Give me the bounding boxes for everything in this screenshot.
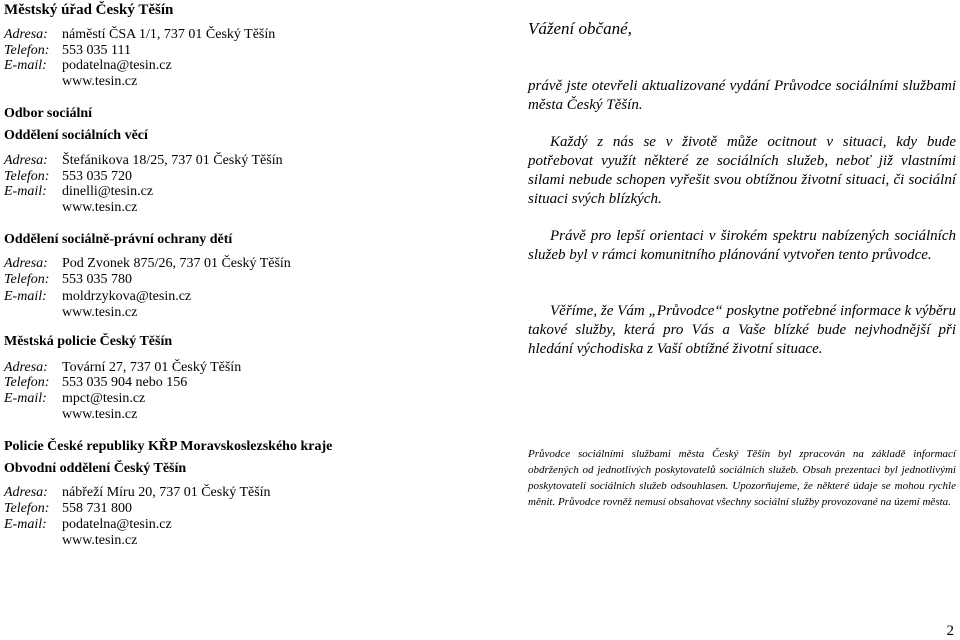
office-address-row [4,27,275,43]
police2-web-row [4,533,137,549]
police1-web-row [4,407,137,423]
phone-label: Telefon: [4,272,50,287]
dept2-title: Oddělení sociálně-právní ochrany dětí [4,232,233,247]
dept1-address: Štefánikova 18/25, 737 01 Český Těšín [62,153,283,168]
office-web-row [4,74,137,90]
intro-paragraph-3: Právě pro lepší orientaci v širokém spektru nabízených sociálních služeb byl v rámci komunitního plánování vytvořen tento průvodce. [528,228,956,263]
police2-address-row [4,485,271,501]
dept1-web[interactable]: www.tesin.cz [62,200,138,215]
dept1-phone: 553 035 720 [62,169,132,184]
dept2-address-row [4,256,291,272]
office-email-row [4,58,172,74]
greeting: Vážení občané, [528,19,632,38]
email-label: E-mail: [4,58,47,73]
dept2-phone-row [4,272,132,288]
police2-web[interactable]: www.tesin.cz [62,533,138,548]
police1-email-row [4,391,145,407]
dept2-phone: 553 035 780 [62,272,132,287]
footnote: Průvodce sociálními službami města Český Těšín byl zpracován na základě informací obdržených od jednotlivých poskytovatelů sociálních služeb. Obsah prezentaci byl jednotlivými poskytovateli sociálních služeb odsouhlasen. Upozorňujeme, že některé údaje se mohou rychle měnit. Průvodce rovněž nemusí obsahovat všechny sociální služby provozované na území města. [528,448,956,508]
police1-web[interactable]: www.tesin.cz [62,407,138,422]
odbor-title: Odbor sociální [4,106,93,121]
dept1-phone-row [4,169,132,185]
office-phone-row [4,43,131,59]
dept2-email-row [4,289,191,305]
office-phone: 553 035 111 [62,43,131,58]
phone-label: Telefon: [4,501,50,516]
police1-phone: 553 035 904 nebo 156 [62,375,188,390]
dept1-title: Oddělení sociálních věcí [4,128,148,143]
dept2-email[interactable]: moldrzykova@tesin.cz [62,289,192,304]
phone-label: Telefon: [4,169,50,184]
page-number: 2 [946,623,954,639]
intro-paragraph-1: právě jste otevřeli aktualizované vydání Průvodce sociálními službami města Český Těšín. [528,78,956,113]
dept1-address-row [4,153,283,169]
police1-email[interactable]: mpct@tesin.cz [62,391,146,406]
police2-phone: 558 731 800 [62,501,132,516]
email-label: E-mail: [4,391,47,406]
police1-address-row [4,360,241,376]
police2-email[interactable]: podatelna@tesin.cz [62,517,172,532]
police2-phone-row [4,501,132,517]
police1-phone-row [4,375,187,391]
phone-label: Telefon: [4,375,50,390]
dept2-web-row [4,305,137,321]
police2-address: nábřeží Míru 20, 737 01 Český Těšín [62,485,271,500]
office-title: Městský úřad Český Těšín [4,2,174,18]
police2-title: Policie České republiky KŘP Moravskoslezského kraje [4,439,333,454]
address-label: Adresa: [4,485,48,500]
police1-address: Tovární 27, 737 01 Český Těšín [62,360,242,375]
dept2-address: Pod Zvonek 875/26, 737 01 Český Těšín [62,256,291,271]
police2-subtitle: Obvodní oddělení Český Těšín [4,461,187,476]
intro-paragraph-2: Každý z nás se v životě může ocitnout v situaci, kdy bude potřebovat využít některé ze sociálních služeb, neboť již vlastními silami nebude schopen vyřešit svou obtížnou životní situaci, či sociální situaci svých blízkých. [528,134,956,207]
address-label: Adresa: [4,256,48,271]
office-email[interactable]: podatelna@tesin.cz [62,58,172,73]
address-label: Adresa: [4,27,48,42]
police2-email-row [4,517,172,533]
police1-title: Městská policie Český Těšín [4,334,173,349]
address-label: Adresa: [4,360,48,375]
address-label: Adresa: [4,153,48,168]
intro-paragraph-4: Věříme, že Vám „Průvodce“ poskytne potřebné informace k výběru takové služby, která pro Vás a Vaše blízké bude nejvhodnější při hledání východiska z Vaší obtížné životní situace. [528,303,956,357]
office-web[interactable]: www.tesin.cz [62,74,138,89]
email-label: E-mail: [4,517,47,532]
dept1-web-row [4,200,137,216]
email-label: E-mail: [4,289,47,304]
phone-label: Telefon: [4,43,50,58]
dept1-email[interactable]: dinelli@tesin.cz [62,184,154,199]
dept1-email-row [4,184,153,200]
email-label: E-mail: [4,184,47,199]
office-address: náměstí ČSA 1/1, 737 01 Český Těšín [62,27,276,42]
dept2-web[interactable]: www.tesin.cz [62,305,138,320]
